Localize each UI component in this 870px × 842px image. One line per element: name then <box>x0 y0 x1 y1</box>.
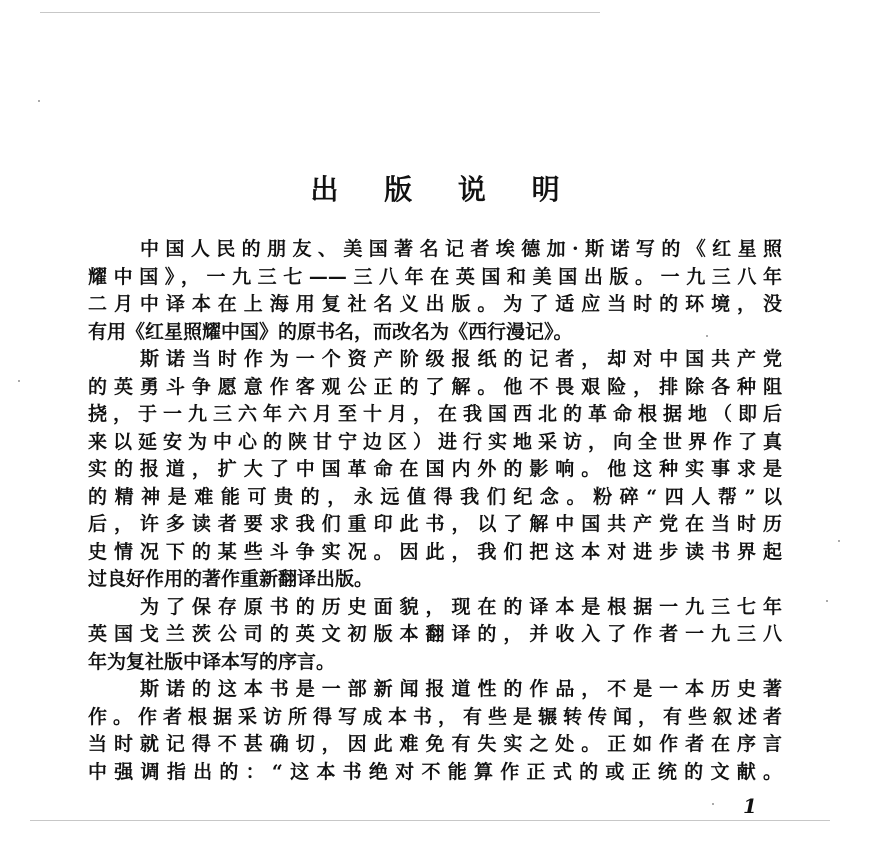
body-text <box>88 236 782 786</box>
paragraph-2 <box>88 346 782 594</box>
scan-speck <box>826 600 828 602</box>
scan-artifact-bottom <box>30 820 830 821</box>
paragraph-1 <box>88 236 782 346</box>
text-line: 中国人民的朋友、美国著名记者埃德加·斯诺写的《红星照 <box>140 238 782 260</box>
text-line: 中强调指出的：“这本书绝对不能算作正式的或正统的文献。 <box>88 760 782 783</box>
paragraph-4 <box>88 676 782 786</box>
text-line: 二月中译本在上海用复社名义出版。为了适应当时的环境，没 <box>88 293 782 315</box>
text-line: 英国戈兰茨公司的英文初版本翻译的，并收入了作者一九三八 <box>88 623 782 645</box>
text-line: 斯诺当时作为一个资产阶级报纸的记者，却对中国共产党 <box>140 348 782 370</box>
text-line: 实的报道，扩大了中国革命在国内外的影响。他这种实事求是 <box>88 458 782 480</box>
text-line: 作。作者根据采访所得写成本书，有些是辗转传闻，有些叙述者 <box>88 705 782 728</box>
scan-speck <box>838 540 840 542</box>
scan-speck <box>38 100 40 102</box>
text-line: 斯诺的这本书是一部新闻报道性的作品，不是一本历史著 <box>140 678 782 700</box>
text-line: 史情况下的某些斗争实况。因此，我们把这本对进步读书界起 <box>88 540 782 563</box>
page-title: 出 版 说 明 <box>310 173 578 206</box>
text-line: 挠，于一九三六年六月至十月，在我国西北的革命根据地（即后 <box>88 403 782 425</box>
scan-artifact-top <box>40 12 600 13</box>
scan-speck <box>712 803 714 805</box>
text-line: 耀中国》，一九三七——三八年在英国和美国出版。一九三八年 <box>88 265 782 288</box>
text-line: 后，许多读者要求我们重印此书，以了解中国共产党在当时历 <box>88 513 782 535</box>
text-line: 年为复社版中译本写的序言。 <box>88 650 336 673</box>
text-line: 的精神是难能可贵的，永远值得我们纪念。粉碎“四人帮”以 <box>88 485 782 508</box>
scan-speck <box>18 380 20 382</box>
text-line: 为了保存原书的历史面貌，现在的译本是根据一九三七年 <box>140 595 782 618</box>
text-line: 当时就记得不甚确切，因此难免有失实之处。正如作者在序言 <box>88 733 782 755</box>
text-line: 有用《红星照耀中国》的原书名，而改名为《西行漫记》。 <box>88 320 573 343</box>
text-line: 来以延安为中心的陕甘宁边区）进行实地采访，向全世界作了真 <box>88 430 782 453</box>
text-line: 的英勇斗争愿意作客观公正的了解。他不畏艰险，排除各种阻 <box>88 375 782 398</box>
paragraph-3 <box>88 594 782 677</box>
page-number: 1 <box>743 794 757 818</box>
text-line: 过良好作用的著作重新翻译出版。 <box>88 568 374 590</box>
